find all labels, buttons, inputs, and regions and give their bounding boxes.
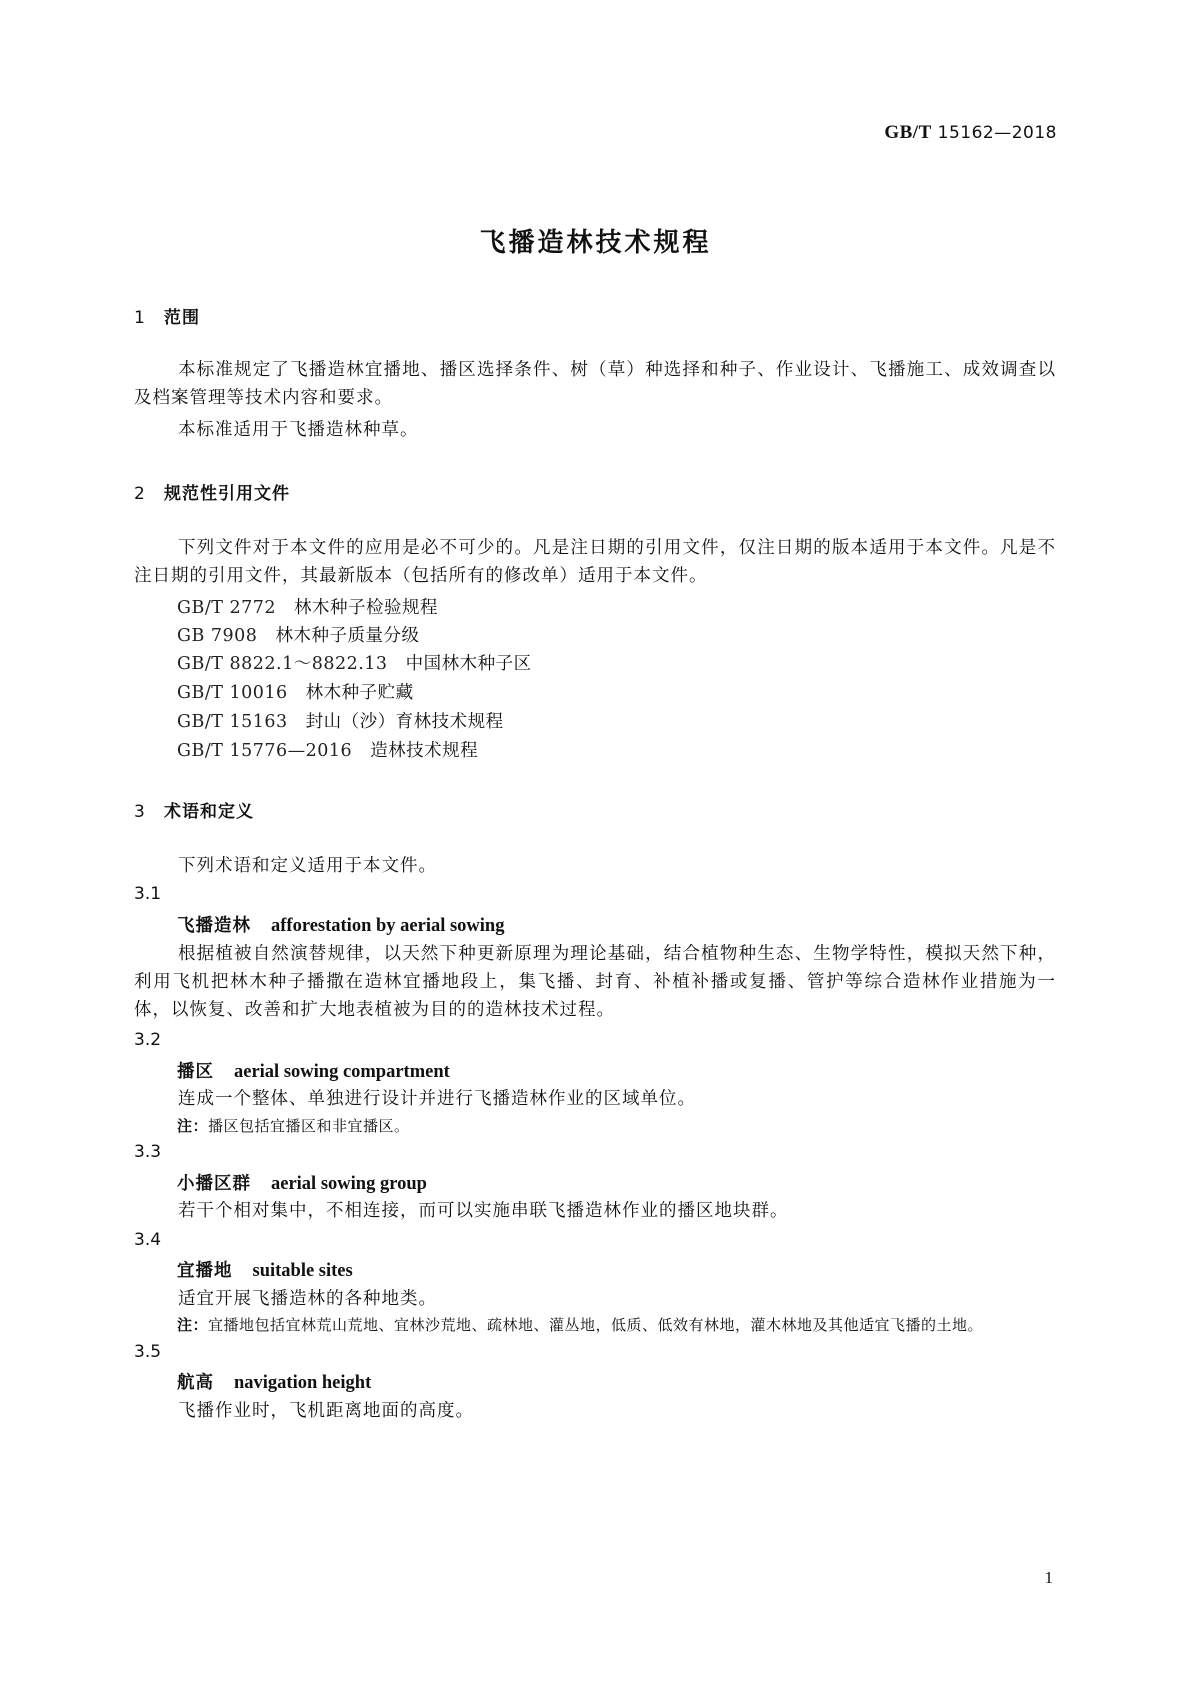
reference-name: 封山（沙）育林技术规程 — [305, 712, 504, 732]
clause-number: 3.4 — [134, 1230, 162, 1250]
term-chinese: 播区 — [177, 1062, 214, 1082]
standard-code — [884, 122, 1057, 144]
standard-number: 15162—2018 — [937, 123, 1057, 143]
reference-name: 造林技术规程 — [370, 741, 479, 761]
reference-name: 林木种子贮藏 — [305, 683, 414, 703]
section-2-intro: 下列文件对于本文件的应用是必不可少的。凡是注日期的引用文件，仅注日期的版本适用于本文件。凡是不注日期的引用文件，其最新版本（包括所有的修改单）适用于本文件。 — [134, 538, 1056, 586]
standard-prefix: GB/T — [884, 122, 932, 143]
clause-number: 3.1 — [134, 884, 162, 904]
section-number: 2 — [134, 484, 146, 504]
note-label: 注： — [177, 1316, 209, 1334]
section-1-paragraph-1: 本标准规定了飞播造林宜播地、播区选择条件、树（草）种选择和种子、作业设计、飞播施工、成效调查以及档案管理等技术内容和要求。 — [134, 360, 1056, 408]
term-definition: 若干个相对集中，不相连接，而可以实施串联飞播造林作业的播区地块群。 — [178, 1201, 789, 1221]
reference-code: GB/T 10016 — [177, 683, 288, 703]
reference-code: GB/T 2772 — [177, 598, 277, 618]
reference-item — [177, 622, 419, 647]
clause-number: 3.5 — [134, 1342, 162, 1362]
term-heading — [177, 1170, 427, 1195]
term-heading — [177, 1257, 353, 1282]
section-2-heading — [134, 479, 290, 504]
section-title: 术语和定义 — [164, 802, 254, 822]
note-text: 宜播地包括宜林荒山荒地、宜林沙荒地、疏林地、灌丛地，低质、低效有林地，灌木林地及其他适宜飞播的土地。 — [208, 1316, 984, 1334]
term-note — [177, 1314, 983, 1335]
reference-code: GB/T 15776—2016 — [177, 741, 353, 761]
clause-number: 3.3 — [134, 1142, 162, 1162]
reference-code: GB 7908 — [177, 626, 258, 646]
term-definition: 连成一个整体、单独进行设计并进行飞播造林作业的区域单位。 — [178, 1089, 696, 1109]
reference-item — [177, 594, 438, 619]
page-number: 1 — [1044, 1568, 1053, 1587]
term-definition: 根据植被自然演替规律，以天然下种更新原理为理论基础，结合植物种生态、生物学特性，模拟天然下种，利用飞机把林木种子播撒在造林宜播地段上，集飞播、封育、补植补播或复播、管护等综合造林作业措施为一体，以恢复、改善和扩大地表植被为目的的造林技术过程。 — [134, 944, 1056, 1020]
section-title: 范围 — [164, 308, 200, 328]
clause-number: 3.2 — [134, 1030, 162, 1050]
term-chinese: 飞播造林 — [177, 916, 251, 936]
term-note — [177, 1115, 410, 1136]
section-1-paragraph-2: 本标准适用于飞播造林种草。 — [178, 420, 419, 440]
reference-item — [177, 737, 478, 762]
term-chinese: 小播区群 — [177, 1174, 251, 1194]
section-number: 3 — [134, 802, 146, 822]
note-text: 播区包括宜播区和非宜播区。 — [208, 1117, 410, 1135]
section-number: 1 — [134, 308, 146, 328]
note-label: 注： — [177, 1117, 209, 1135]
term-english: navigation height — [234, 1373, 372, 1393]
reference-name: 林木种子检验规程 — [294, 598, 439, 618]
term-heading — [177, 1369, 371, 1394]
term-english: suitable sites — [252, 1261, 353, 1281]
section-1-heading — [134, 303, 200, 328]
term-heading — [177, 1058, 450, 1083]
term-heading — [177, 912, 504, 937]
term-english: aerial sowing compartment — [234, 1062, 450, 1082]
reference-code: GB/T 15163 — [177, 712, 288, 732]
term-chinese: 航高 — [177, 1373, 214, 1393]
reference-item — [177, 650, 532, 675]
reference-name: 林木种子质量分级 — [275, 626, 420, 646]
term-definition: 适宜开展飞播造林的各种地类。 — [178, 1289, 437, 1309]
reference-item — [177, 679, 414, 704]
term-english: afforestation by aerial sowing — [271, 916, 505, 936]
section-3-heading — [134, 797, 254, 822]
term-definition: 飞播作业时，飞机距离地面的高度。 — [178, 1401, 474, 1421]
reference-item — [177, 708, 504, 733]
section-3-intro: 下列术语和定义适用于本文件。 — [178, 856, 437, 876]
reference-name: 中国林木种子区 — [405, 654, 532, 674]
section-title: 规范性引用文件 — [164, 484, 290, 504]
term-chinese: 宜播地 — [177, 1261, 233, 1281]
term-english: aerial sowing group — [271, 1174, 427, 1194]
document-title: 飞播造林技术规程 — [479, 228, 712, 258]
reference-code: GB/T 8822.1～8822.13 — [177, 654, 388, 674]
